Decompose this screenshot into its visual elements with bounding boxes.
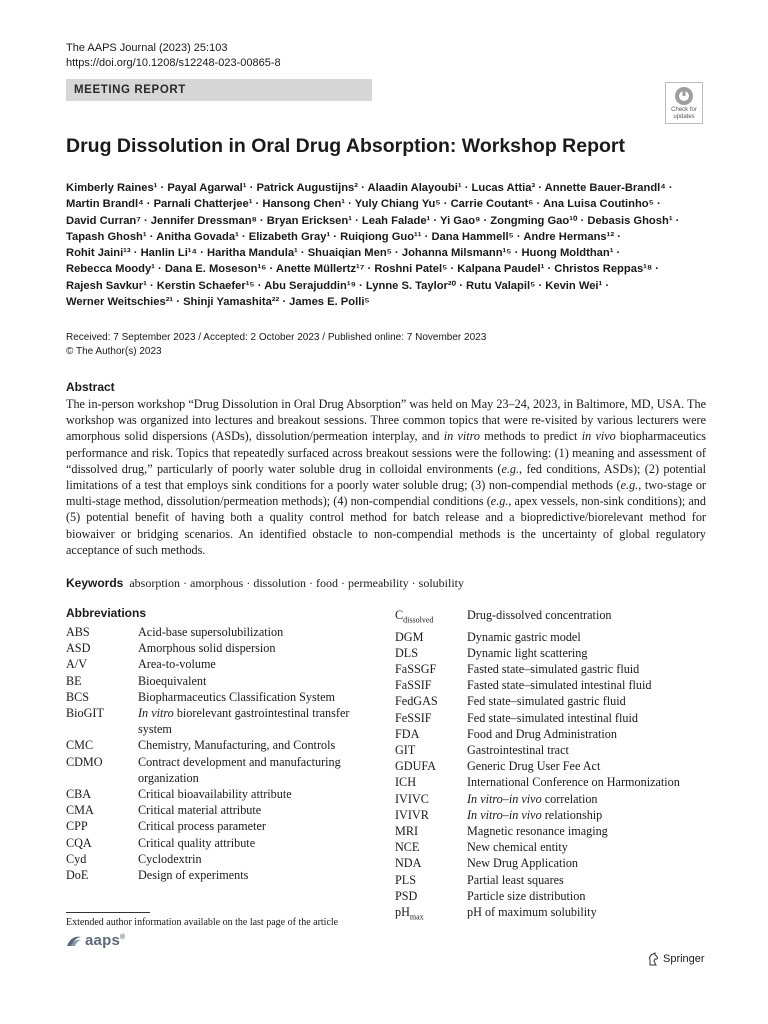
abbreviation-term: NCE (395, 840, 420, 855)
author-line: Tapash Ghosh¹ · Anitha Govada¹ · Elizabeth Gray¹ · Ruiqiong Guo¹¹ · Dana Hammell⁵ · Andre Hermans¹² · (66, 230, 621, 243)
abbreviation-definition: Magnetic resonance imaging (467, 824, 608, 839)
abbreviation-term: ICH (395, 775, 416, 790)
abbreviation-term: BCS (66, 689, 90, 704)
abbreviation-term: GDUFA (395, 759, 437, 774)
abbreviation-definition: Partial least squares (467, 872, 564, 887)
abbreviation-definition: Generic Drug User Fee Act (467, 759, 601, 774)
abbreviation-row (66, 867, 376, 883)
abbreviation-row (395, 823, 715, 839)
abbreviation-definition: Biopharmaceutics Classification System (138, 689, 335, 704)
keywords (66, 575, 464, 591)
abbreviation-definition: New chemical entity (467, 840, 568, 855)
abbreviation-term: CQA (66, 835, 92, 850)
abbreviation-term: PSD (395, 888, 418, 903)
abbreviation-definition: Fed state–simulated gastric fluid (467, 694, 626, 709)
abbreviation-term: GIT (395, 743, 416, 758)
author-line: Rohit Jaini¹³ · Hanlin Li¹⁴ · Haritha Mandula¹ · Shuaiqian Men⁵ · Johanna Milsmann¹⁵ · Huong Moldthan¹ · (66, 247, 621, 260)
abbreviations-heading: Abbreviations (66, 606, 147, 620)
abbreviation-row (66, 754, 376, 786)
publication-dates (66, 331, 486, 359)
abbreviation-row (395, 774, 715, 790)
abbreviation-definition: In vitro–in vivo relationship (467, 807, 603, 822)
check-for-updates-badge[interactable] (665, 82, 703, 124)
abbreviation-term: BE (66, 673, 82, 688)
abbreviation-term: BioGIT (66, 706, 104, 721)
abbreviation-term: FDA (395, 726, 420, 741)
abbreviation-term: FaSSGF (395, 662, 437, 677)
abbreviation-row (395, 629, 715, 645)
keywords-label: Keywords (66, 576, 124, 590)
abbreviation-term: FaSSIF (395, 678, 432, 693)
abbreviation-row (395, 677, 715, 693)
springer-horse-icon (647, 952, 659, 966)
author-line: Werner Weitschies²¹ · Shinji Yamashita²² · James E. Polli⁵ (66, 296, 370, 309)
abbreviation-definition: Gastrointestinal tract (467, 743, 569, 758)
author-line: David Curran⁷ · Jennifer Dressman⁸ · Bryan Ericksen¹ · Leah Falade¹ · Yi Gao⁹ · Zongming Gao¹⁰ · Debasis Ghosh¹ · (66, 214, 680, 227)
author-line: Rebecca Moody¹ · Dana E. Moseson¹⁶ · Anette Müllertz¹⁷ · Roshni Patel⁵ · Kalpana Paudel¹ · Christos Reppas¹⁸ · (66, 263, 660, 276)
abbreviation-row (395, 839, 715, 855)
abbreviation-term: CBA (66, 787, 92, 802)
abbreviation-term: $pH_{max}$ (395, 905, 424, 922)
abbreviation-definition: Amorphous solid dispersion (138, 641, 276, 656)
abbreviation-definition: Fasted state–simulated intestinal fluid (467, 678, 652, 693)
check-updates-line2: updates (673, 114, 695, 120)
abbreviation-row (66, 802, 376, 818)
abbreviation-term: CDMO (66, 754, 103, 769)
abbreviation-row (395, 693, 715, 709)
author-list (66, 180, 706, 310)
abbreviation-row (66, 835, 376, 851)
abbreviation-definition: Critical bioavailability attribute (138, 787, 292, 802)
abbreviation-term: ABS (66, 625, 90, 639)
abbreviation-row (395, 855, 715, 871)
abbreviation-definition: Fed state–simulated intestinal fluid (467, 710, 638, 725)
abbreviation-definition: Cyclodextrin (138, 851, 202, 866)
abbreviation-definition: New Drug Application (467, 856, 579, 871)
abbreviation-term: CPP (66, 819, 88, 834)
abbreviations-right-column (395, 607, 715, 926)
abbreviation-term: CMA (66, 803, 94, 818)
springer-logo (647, 952, 705, 966)
copyright-line: © The Author(s) 2023 (66, 346, 162, 357)
abstract-text: The in-person workshop “Drug Dissolution in Oral Drug Absorption” was held on May 23–24, 2023, in Baltimore, MD, USA. The workshop was organized into lectures and breakout sessions. Three common topics that were re-visited by various lecturers were amorphous solid dispersions (ASDs), dissolution/permeation interplay, and in vitro methods to predict in vivo biopharmaceutics performance and risk. Topics that repeatedly surfaced across breakout sessions were the following: (1) meaning and assessment of “dissolved drug,” particularly of poorly water soluble drug in colloidal environments (e.g., fed conditions, ASDs); (2) potential limitations of a test that employs sink conditions for a poorly water soluble drug; (3) non-compendial methods (e.g., two-stage or multi-stage method, dissolution/permeation methods); (4) non-compendial conditions (e.g., apex vessels, non-sink conditions); and (5) potential benefit of having both a quality control method for batch release and a biopredictive/biorelevant method for biowaiver or bridging scenarios. An identified obstacle to non-compendial methods is the uncertainty of global regulatory acceptance of such methods. (66, 397, 707, 557)
abbreviation-row (395, 791, 715, 807)
abbreviation-row (66, 673, 376, 689)
abbreviation-term: CMC (66, 738, 94, 753)
abbreviation-definition: Fasted state–simulated gastric fluid (467, 662, 640, 677)
abbreviation-term: FedGAS (395, 694, 438, 709)
abbreviation-row (395, 807, 715, 823)
abbreviation-definition: Dynamic gastric model (467, 629, 581, 644)
abbreviation-term: Cyd (66, 851, 87, 866)
abbreviation-row (66, 786, 376, 802)
abbreviation-definition: Contract development and manufacturing organization (138, 754, 341, 785)
abbreviation-row (395, 661, 715, 677)
abbreviation-term: A/V (66, 657, 87, 672)
author-line: Kimberly Raines¹ · Payal Agarwal¹ · Patrick Augustijns² · Alaadin Alayoubi¹ · Lucas Attia³ · Annette Bauer-Brandl⁴ · (66, 182, 673, 194)
abstract-heading: Abstract (66, 380, 115, 394)
abbreviation-definition: Food and Drug Administration (467, 726, 617, 741)
abbreviation-row (395, 742, 715, 758)
abbreviation-term: IVIVC (395, 791, 429, 806)
abbreviation-row (66, 689, 376, 705)
abbreviation-term: DLS (395, 645, 419, 660)
abbreviation-definition: Critical material attribute (138, 803, 262, 818)
abbreviation-definition: Design of experiments (138, 868, 249, 883)
springer-text: Springer (663, 953, 705, 965)
journal-citation: The AAPS Journal (2023) 25:103 (66, 42, 228, 54)
abbreviation-row (395, 607, 715, 629)
abbreviation-row (66, 818, 376, 834)
author-line: Rajesh Savkur¹ · Kerstin Schaefer¹⁵ · Abu Serajuddin¹⁹ · Lynne S. Taylor²⁰ · Rutu Valapil⁵ · Kevin Wei¹ · (66, 279, 610, 292)
footnote: Extended author information available on the last page of the article (66, 917, 339, 928)
dates-line: Received: 7 September 2023 / Accepted: 2 October 2023 / Published online: 7 November 2023 (66, 332, 487, 343)
abbreviation-row (66, 705, 376, 737)
abbreviation-term: MRI (395, 824, 419, 839)
abbreviation-definition: Critical process parameter (138, 819, 266, 834)
abbreviation-row (395, 710, 715, 726)
abbreviation-row (395, 758, 715, 774)
abbreviation-definition: Dynamic light scattering (467, 645, 588, 660)
abbreviation-term: ASD (66, 641, 91, 656)
abbreviation-term: DGM (395, 629, 424, 644)
abbreviation-definition: International Conference on Harmonization (467, 775, 680, 790)
abbreviation-row (66, 851, 376, 867)
journal-header (66, 41, 281, 71)
abbreviation-term: $C_{dissolved}$ (395, 608, 434, 625)
check-updates-line1: Check for (671, 107, 697, 113)
abbreviation-definition: pH of maximum solubility (467, 905, 597, 920)
abbreviation-row (395, 904, 715, 926)
abbreviation-term: FeSSIF (395, 710, 432, 725)
abbreviation-row (66, 737, 376, 753)
aaps-logo (66, 932, 125, 949)
journal-doi[interactable]: https://doi.org/10.1208/s12248-023-00865-8 (66, 57, 281, 69)
abbreviation-definition: Bioequivalent (138, 673, 207, 688)
abbreviation-definition: Chemistry, Manufacturing, and Controls (138, 738, 336, 753)
abbreviation-row (66, 640, 376, 656)
abbreviations-left-column (66, 624, 376, 883)
abbreviation-row (395, 645, 715, 661)
footnote-divider (66, 912, 150, 913)
abbreviation-term: PLS (395, 872, 417, 887)
abbreviation-row (66, 656, 376, 672)
abbreviation-row (395, 726, 715, 742)
aaps-logo-text: aaps® (85, 932, 126, 949)
abbreviation-definition: Drug-dissolved concentration (467, 608, 612, 622)
article-title: Drug Dissolution in Oral Drug Absorption: Workshop Report (66, 135, 625, 157)
abbreviation-definition: Critical quality attribute (138, 835, 256, 850)
author-line: Martin Brandl⁴ · Parnali Chatterjee¹ · Hansong Chen¹ · Yuly Chiang Yu⁵ · Carrie Coutant⁶ · Ana Luisa Coutinho⁵ · (66, 198, 661, 211)
aaps-swoosh-icon (66, 935, 82, 947)
abbreviation-definition: In vitro biorelevant gastrointestinal transfer system (138, 706, 350, 737)
abbreviation-definition: Acid-base supersolubilization (138, 625, 284, 639)
article-type-banner: MEETING REPORT (66, 79, 372, 101)
abbreviation-term: DoE (66, 868, 89, 883)
abbreviation-term: IVIVR (395, 807, 429, 822)
abbreviation-definition: In vitro–in vivo correlation (467, 791, 598, 806)
abbreviation-row (66, 624, 376, 640)
abbreviation-row (395, 872, 715, 888)
check-updates-icon (674, 86, 694, 106)
abbreviation-row (395, 888, 715, 904)
keywords-text: absorption · amorphous · dissolution · food · permeability · solubility (129, 576, 464, 590)
abbreviation-definition: Particle size distribution (467, 888, 586, 903)
abbreviation-term: NDA (395, 856, 422, 871)
abbreviation-definition: Area-to-volume (138, 657, 216, 672)
